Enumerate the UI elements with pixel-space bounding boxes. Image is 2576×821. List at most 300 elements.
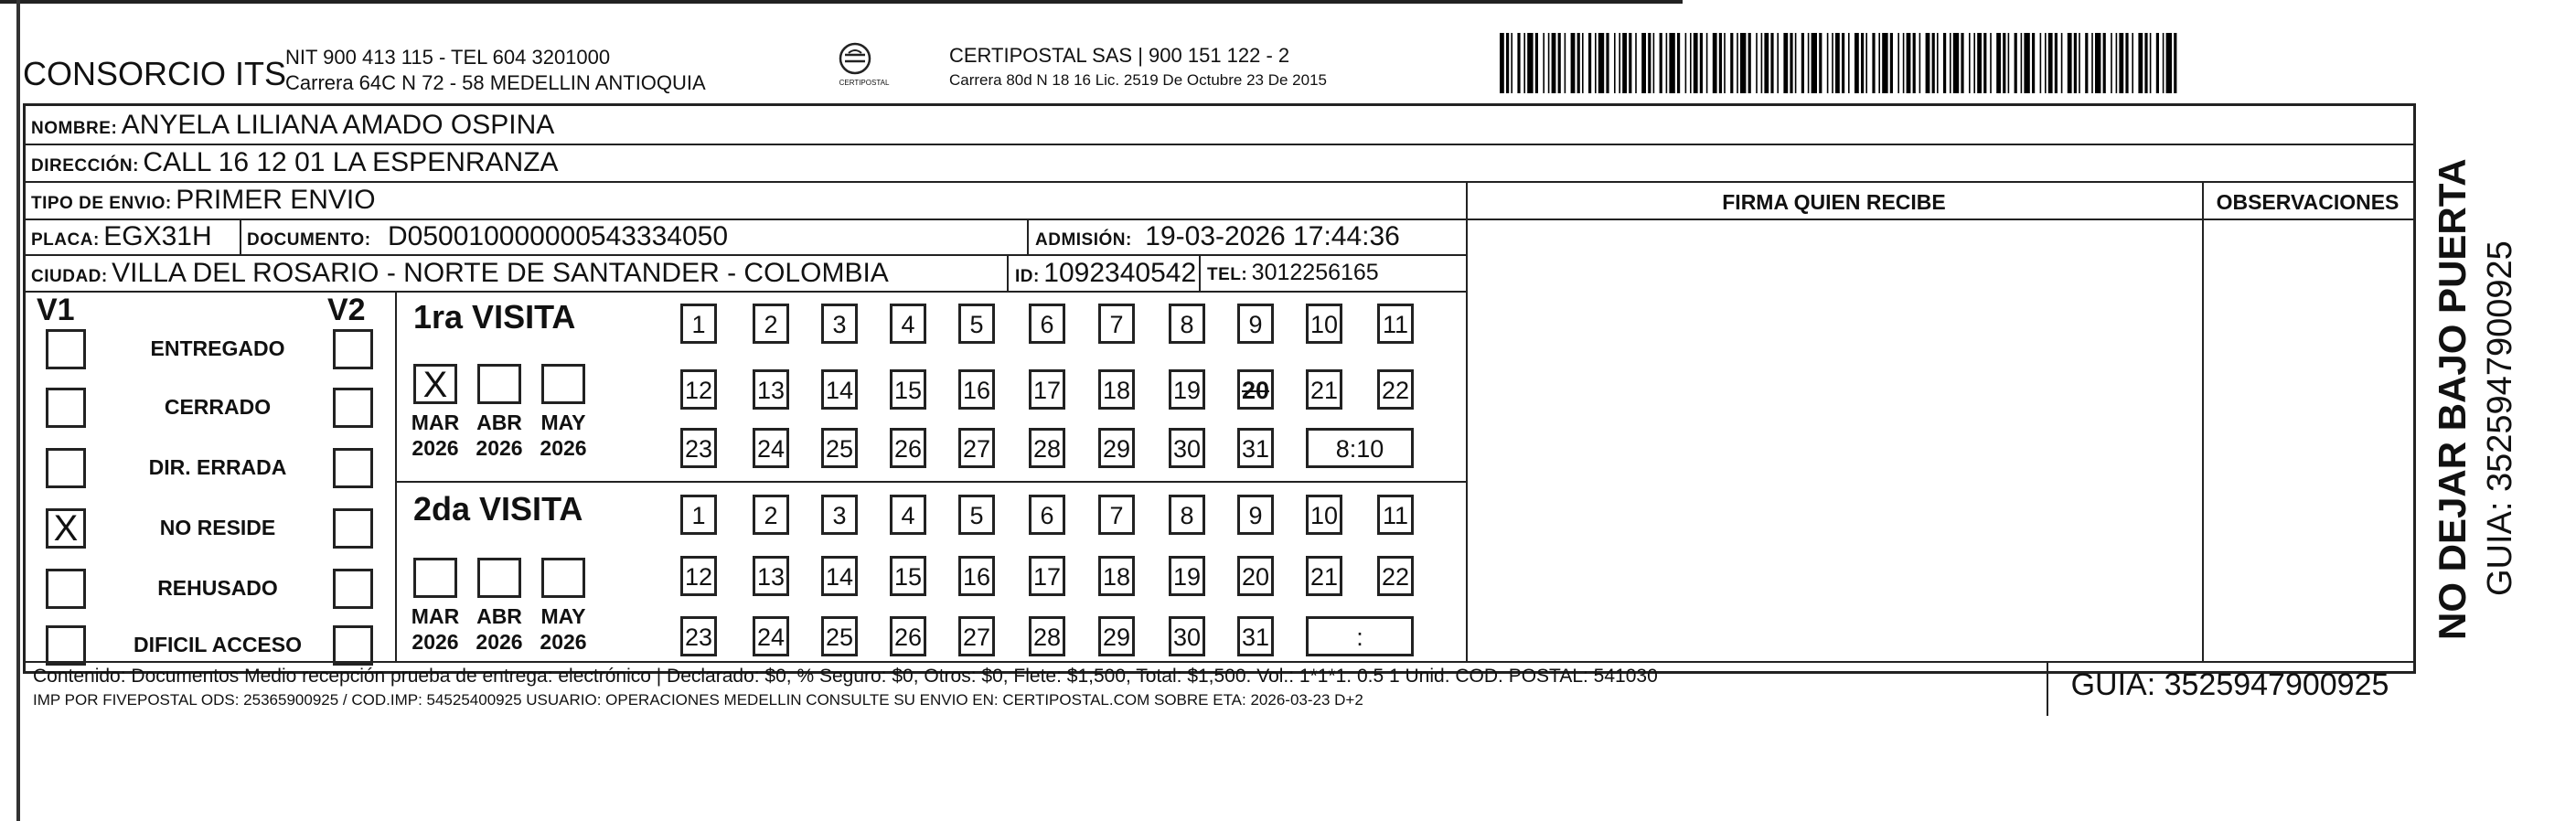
barcode-bar — [1558, 33, 1561, 93]
v2-checkbox[interactable] — [333, 569, 373, 609]
v1-checkbox[interactable] — [46, 388, 86, 428]
month-checkbox[interactable] — [541, 364, 585, 404]
barcode-bar — [1977, 33, 1982, 93]
barcode-bar — [1990, 33, 1992, 93]
day-checkbox[interactable] — [821, 428, 858, 468]
barcode-bar — [1926, 33, 1930, 93]
day-number: 26 — [893, 624, 923, 651]
day-number: 21 — [1309, 563, 1339, 591]
barcode-bar — [1690, 33, 1692, 93]
year-label: 2026 — [540, 436, 587, 460]
day-number: 6 — [1040, 502, 1054, 529]
day-number: 30 — [1172, 435, 1202, 463]
certipostal-logo-icon — [823, 37, 887, 101]
day-number: 2 — [764, 311, 778, 338]
barcode-bar — [1890, 33, 1893, 93]
barcode-bar — [1808, 33, 1810, 93]
day-number: 19 — [1172, 563, 1202, 591]
day-checkbox[interactable] — [680, 616, 717, 656]
day-number: 31 — [1241, 624, 1270, 651]
barcode-bar — [2091, 33, 2093, 93]
barcode-bar — [1622, 33, 1627, 93]
day-checkbox[interactable] — [1237, 495, 1274, 535]
month-label: MAY — [540, 410, 586, 434]
day-checkbox[interactable] — [1029, 428, 1065, 468]
direccion-value: CALL 16 12 01 LA ESPENRANZA — [143, 147, 559, 177]
barcode-bar — [2125, 33, 2128, 93]
barcode-bar — [1635, 33, 1637, 93]
day-checkbox[interactable] — [1237, 556, 1274, 596]
barcode-bar — [1932, 33, 1935, 93]
day-number: 23 — [684, 624, 713, 651]
day-number: 15 — [893, 377, 923, 404]
day-checkbox[interactable] — [1377, 556, 1414, 596]
tel-value: 3012256165 — [1251, 260, 1379, 285]
barcode-bar — [1953, 33, 1959, 93]
barcode-bar — [1653, 33, 1655, 93]
day-checkbox[interactable] — [753, 369, 789, 410]
day-checkbox[interactable] — [958, 616, 995, 656]
day-number: 5 — [969, 502, 984, 529]
day-number: 12 — [684, 563, 713, 591]
day-number: 5 — [969, 311, 984, 338]
month-caption — [536, 603, 591, 655]
day-checkbox[interactable] — [1098, 495, 1135, 535]
direccion-field — [31, 147, 559, 178]
admision-value: 19-03-2026 17:44:36 — [1145, 221, 1400, 251]
barcode-bar — [2074, 33, 2077, 93]
barcode-bar — [2061, 33, 2063, 93]
documento-field — [247, 221, 728, 252]
id-value: 1092340542 — [1043, 258, 1197, 288]
nombre-value: ANYELA LILIANA AMADO OSPINA — [121, 110, 555, 140]
day-checkbox[interactable] — [890, 495, 926, 535]
v1-checkbox[interactable] — [46, 625, 86, 666]
footer-content: Contenido: Documentos Medio recepción prueba de entrega: electrónico | Declarado: $0, % Seguro: $0, Otros: $0, Flete: $1,500, Total: $1,500. Vol.: 1*1*1. 0.5 1 Unid. COD. POSTAL: 541030 — [33, 666, 1658, 687]
barcode-bar — [1848, 33, 1850, 93]
day-number: 14 — [825, 563, 854, 591]
barcode-bar — [2150, 33, 2152, 93]
v1-header: V1 — [37, 293, 75, 327]
day-checkbox[interactable] — [1169, 495, 1205, 535]
v2-checkbox[interactable] — [333, 329, 373, 369]
barcode-bar — [1973, 33, 1975, 93]
barcode-bar — [2079, 33, 2080, 93]
day-checkbox[interactable] — [1169, 369, 1205, 410]
v2-header: V2 — [327, 293, 366, 327]
placa-value: EGX31H — [103, 221, 212, 251]
barcode-bar — [1527, 33, 1533, 93]
day-checkbox[interactable] — [1098, 616, 1135, 656]
barcode-bar — [1685, 33, 1687, 93]
day-checkbox[interactable] — [1377, 495, 1414, 535]
day-number: 20 — [1241, 377, 1270, 404]
observaciones-header: OBSERVACIONES — [2216, 190, 2400, 214]
year-label: 2026 — [476, 436, 523, 460]
barcode-bar — [1595, 33, 1597, 93]
ciudad-label: CIUDAD: — [31, 267, 108, 286]
time-field[interactable]: 8:10 — [1306, 428, 1414, 468]
barcode-bar — [1500, 33, 1504, 93]
barcode-bar — [2095, 33, 2100, 93]
day-number: 12 — [684, 377, 713, 404]
day-checkbox[interactable] — [1237, 304, 1274, 344]
barcode-bar — [2166, 33, 2172, 93]
day-checkbox[interactable] — [1306, 495, 1342, 535]
day-checkbox[interactable] — [1029, 495, 1065, 535]
company-address: Carrera 64C N 72 - 58 MEDELLIN ANTIOQUIA — [285, 71, 706, 94]
day-checkbox[interactable] — [958, 304, 995, 344]
day-checkbox[interactable] — [958, 369, 995, 410]
day-checkbox[interactable] — [680, 304, 717, 344]
month-checkbox[interactable] — [477, 364, 521, 404]
barcode-bar — [1819, 33, 1822, 93]
day-number: 15 — [893, 563, 923, 591]
barcode-bar — [2085, 33, 2088, 93]
day-number: 18 — [1102, 563, 1131, 591]
barcode-bar — [1582, 33, 1584, 93]
barcode-bar — [1764, 33, 1769, 93]
day-checkbox[interactable] — [680, 556, 717, 596]
barcode-bar — [1812, 33, 1817, 93]
day-number: 8 — [1180, 502, 1194, 529]
day-number: 22 — [1381, 563, 1410, 591]
barcode-bar — [2132, 33, 2133, 93]
day-number: 24 — [756, 435, 786, 463]
month-checkbox[interactable] — [413, 558, 457, 598]
day-checkbox[interactable] — [890, 556, 926, 596]
barcode-bar — [1827, 33, 1829, 93]
day-checkbox[interactable] — [1169, 556, 1205, 596]
day-checkbox[interactable] — [753, 556, 789, 596]
month-checkbox[interactable] — [477, 558, 521, 598]
company-name: CONSORCIO ITS — [23, 55, 287, 92]
column-divider — [1027, 219, 1029, 255]
row-divider — [26, 181, 2413, 183]
footer-print-info: IMP POR FIVEPOSTAL ODS: 25365900925 / COD.IMP: 54525400925 USUARIO: OPERACIONES MEDELLIN CONSULTE SU ENVIO EN: CERTIPOSTAL.COM SOBRE ETA: 2026-03-23 D+2 — [33, 691, 1363, 709]
day-checkbox[interactable] — [1029, 369, 1065, 410]
day-checkbox[interactable] — [821, 495, 858, 535]
v1-checkbox[interactable] — [46, 569, 86, 609]
barcode-bar — [1565, 33, 1566, 93]
shipping-form — [23, 103, 2416, 709]
day-checkbox[interactable] — [1169, 428, 1205, 468]
month-checkbox[interactable]: X — [413, 364, 457, 404]
day-number: 29 — [1102, 624, 1131, 651]
barcode-bar — [2068, 33, 2072, 93]
day-number: 13 — [756, 377, 786, 404]
documento-label: DOCUMENTO: — [247, 230, 371, 250]
barcode-bar — [1777, 33, 1779, 93]
barcode-bar — [2048, 33, 2053, 93]
day-number: 14 — [825, 377, 854, 404]
year-label: 2026 — [540, 630, 587, 654]
day-checkbox[interactable] — [680, 428, 717, 468]
barcode-bar — [1706, 33, 1708, 93]
day-checkbox[interactable] — [1306, 304, 1342, 344]
day-checkbox[interactable] — [958, 495, 995, 535]
day-checkbox[interactable] — [1098, 369, 1135, 410]
barcode-bar — [1903, 33, 1905, 93]
day-number: 21 — [1309, 377, 1339, 404]
day-number: 9 — [1248, 311, 1263, 338]
day-number: 17 — [1032, 563, 1062, 591]
placa-field — [31, 221, 212, 252]
barcode-bar — [2055, 33, 2058, 93]
barcode-bar — [1700, 33, 1703, 93]
day-checkbox[interactable] — [1029, 556, 1065, 596]
column-divider — [1466, 181, 1468, 661]
barcode-bar — [2119, 33, 2123, 93]
v2-checkbox[interactable] — [333, 625, 373, 666]
barcode-bar — [1748, 33, 1751, 93]
year-label: 2026 — [412, 436, 459, 460]
day-number: 1 — [691, 311, 706, 338]
barcode-bar — [1832, 33, 1833, 93]
month-checkbox[interactable] — [541, 558, 585, 598]
month-caption — [408, 410, 463, 461]
company-nit: NIT 900 413 115 - TEL 604 3201000 — [285, 46, 611, 69]
tel-label: TEL: — [1207, 265, 1248, 284]
day-number: 4 — [901, 311, 915, 338]
day-checkbox[interactable] — [1098, 556, 1135, 596]
barcode-bar — [1517, 33, 1520, 93]
day-number: 16 — [962, 377, 991, 404]
day-checkbox[interactable] — [890, 428, 926, 468]
barcode-bar — [1969, 33, 1971, 93]
day-number: 26 — [893, 435, 923, 463]
barcode-bar — [2103, 33, 2106, 93]
day-checkbox[interactable] — [890, 304, 926, 344]
barcode-bar — [2163, 33, 2164, 93]
day-number: 3 — [832, 502, 847, 529]
day-checkbox[interactable] — [1306, 369, 1342, 410]
day-number: 30 — [1172, 624, 1202, 651]
day-checkbox[interactable] — [821, 556, 858, 596]
day-checkbox[interactable] — [1098, 304, 1135, 344]
day-number: 16 — [962, 563, 991, 591]
day-checkbox[interactable] — [753, 304, 789, 344]
admision-label: ADMISIÓN: — [1035, 230, 1132, 250]
barcode-bar — [1855, 33, 1859, 93]
day-checkbox[interactable] — [1306, 556, 1342, 596]
barcode-bar — [2116, 33, 2118, 93]
carrier-name: CERTIPOSTAL SAS | 900 151 122 - 2 — [949, 44, 1290, 67]
barcode-bar — [2003, 33, 2005, 93]
day-checkbox[interactable] — [753, 495, 789, 535]
day-checkbox[interactable] — [680, 369, 717, 410]
barcode-bar — [1694, 33, 1698, 93]
v1-checkbox[interactable] — [46, 329, 86, 369]
barcode-bar — [2156, 33, 2159, 93]
barcode-bar — [2024, 33, 2029, 93]
barcode-bar — [1761, 33, 1763, 93]
barcode-bar — [1950, 33, 1951, 93]
barcode-bar — [1713, 33, 1717, 93]
day-checkbox[interactable] — [1377, 369, 1414, 410]
ciudad-value: VILLA DEL ROSARIO - NORTE DE SANTANDER - COLOMBIA — [112, 258, 889, 288]
day-number: 17 — [1032, 377, 1062, 404]
barcode-bar — [1648, 33, 1651, 93]
status-label: CERRADO — [164, 395, 272, 419]
day-checkbox[interactable] — [890, 616, 926, 656]
day-number: 7 — [1109, 311, 1124, 338]
barcode-bar — [1724, 33, 1726, 93]
direccion-label: DIRECCIÓN: — [31, 156, 139, 176]
row-divider — [26, 254, 1466, 256]
day-number: 10 — [1309, 311, 1339, 338]
barcode-bar — [2032, 33, 2035, 93]
barcode-bar — [1588, 33, 1591, 93]
v1-checkbox[interactable] — [46, 448, 86, 488]
barcode-bar — [1737, 33, 1738, 93]
day-number: 13 — [756, 563, 786, 591]
id-field — [1015, 258, 1196, 289]
barcode-bar — [2040, 33, 2042, 93]
day-checkbox[interactable] — [1237, 369, 1274, 410]
day-checkbox[interactable] — [958, 428, 995, 468]
day-number: 2 — [764, 502, 778, 529]
day-checkbox[interactable] — [1029, 616, 1065, 656]
day-checkbox[interactable] — [1029, 304, 1065, 344]
time-field[interactable]: : — [1306, 616, 1414, 656]
status-label: REHUSADO — [157, 576, 278, 600]
day-number: 20 — [1241, 563, 1270, 591]
barcode-bar — [1801, 33, 1804, 93]
v2-checkbox[interactable] — [333, 388, 373, 428]
month-label: MAR — [411, 410, 460, 434]
day-checkbox[interactable] — [890, 369, 926, 410]
left-border — [16, 0, 20, 821]
vertical-guia: GUIA: 3525947900925 — [2481, 240, 2519, 596]
barcode-bar — [1756, 33, 1758, 93]
v2-checkbox[interactable] — [333, 508, 373, 549]
barcode-bar — [1937, 33, 1939, 93]
barcode-bar — [1669, 33, 1674, 93]
day-checkbox[interactable] — [821, 304, 858, 344]
barcode-bar — [2111, 33, 2112, 93]
day-checkbox[interactable] — [1237, 616, 1274, 656]
barcode-bar — [2144, 33, 2147, 93]
barcode-bar — [1506, 33, 1509, 93]
month-label: MAY — [540, 604, 586, 628]
barcode-bar — [1571, 33, 1576, 93]
barcode-bar — [1598, 33, 1604, 93]
day-number: 27 — [962, 435, 991, 463]
barcode-bar — [1783, 33, 1788, 93]
barcode-bar — [2174, 33, 2176, 93]
year-label: 2026 — [476, 630, 523, 654]
barcode-bar — [1795, 33, 1797, 93]
day-checkbox[interactable] — [1169, 304, 1205, 344]
barcode-bar — [1861, 33, 1864, 93]
footer-divider — [26, 661, 2413, 663]
day-number: 9 — [1248, 502, 1263, 529]
barcode-bar — [1535, 33, 1538, 93]
day-checkbox[interactable] — [821, 369, 858, 410]
day-checkbox[interactable] — [958, 556, 995, 596]
barcode-bar — [1677, 33, 1680, 93]
tipo-envio-label: TIPO DE ENVIO: — [31, 194, 172, 213]
status-label: DIFICIL ACCESO — [133, 633, 302, 656]
day-checkbox[interactable] — [821, 616, 858, 656]
barcode-bar — [1882, 33, 1887, 93]
day-checkbox[interactable] — [680, 495, 717, 535]
row-divider — [26, 219, 2413, 220]
admision-field — [1035, 221, 1400, 252]
barcode-bar — [1943, 33, 1946, 93]
barcode-bar — [1919, 33, 1921, 93]
day-checkbox[interactable] — [1237, 428, 1274, 468]
day-checkbox[interactable] — [753, 616, 789, 656]
barcode-bar — [1719, 33, 1722, 93]
tipo-envio-value: PRIMER ENVIO — [176, 185, 376, 215]
barcode-bar — [1660, 33, 1662, 93]
tel-field — [1207, 260, 1379, 286]
day-number: 10 — [1309, 502, 1339, 529]
day-number: 3 — [832, 311, 847, 338]
day-number: 22 — [1381, 377, 1410, 404]
day-checkbox[interactable] — [753, 428, 789, 468]
barcode — [1500, 33, 2181, 93]
barcode-bar — [2021, 33, 2023, 93]
barcode-bar — [1641, 33, 1646, 93]
barcode-bar — [1552, 33, 1556, 93]
year-label: 2026 — [412, 630, 459, 654]
column-divider — [1199, 254, 1201, 291]
day-checkbox[interactable] — [1098, 428, 1135, 468]
day-number: 24 — [756, 624, 786, 651]
day-number: 6 — [1040, 311, 1054, 338]
barcode-bar — [1907, 33, 1911, 93]
tipo-envio-field — [31, 185, 376, 216]
day-checkbox[interactable] — [1377, 304, 1414, 344]
barcode-bar — [1511, 33, 1512, 93]
firma-header: FIRMA QUIEN RECIBE — [1722, 190, 1946, 214]
barcode-bar — [1897, 33, 1899, 93]
barcode-bar — [1790, 33, 1792, 93]
column-divider — [2202, 181, 2204, 661]
barcode-bar — [1619, 33, 1620, 93]
side-warning — [2421, 128, 2531, 658]
day-checkbox[interactable] — [1169, 616, 1205, 656]
barcode-bar — [1913, 33, 1916, 93]
id-label: ID: — [1015, 267, 1040, 286]
column-divider — [1007, 254, 1009, 291]
day-number: 11 — [1382, 502, 1409, 529]
day-number: 29 — [1102, 435, 1131, 463]
month-label: MAR — [411, 604, 460, 628]
month-caption — [408, 603, 463, 655]
carrier-address: Carrera 80d N 18 16 Lic. 2519 De Octubre 23 De 2015 — [949, 71, 1327, 89]
barcode-bar — [1548, 33, 1550, 93]
day-number: 19 — [1172, 377, 1202, 404]
barcode-bar — [2015, 33, 2017, 93]
barcode-bar — [1577, 33, 1580, 93]
v2-checkbox[interactable] — [333, 448, 373, 488]
v1-checkbox[interactable]: X — [46, 508, 86, 549]
barcode-bar — [1842, 33, 1844, 93]
day-number: 7 — [1109, 502, 1124, 529]
barcode-bar — [1629, 33, 1631, 93]
day-number: 25 — [825, 435, 854, 463]
barcode-bar — [1961, 33, 1963, 93]
month-caption — [536, 410, 591, 461]
column-divider — [240, 219, 241, 255]
barcode-bar — [1730, 33, 1733, 93]
status-label: ENTREGADO — [150, 336, 285, 360]
month-label: ABR — [476, 604, 522, 628]
